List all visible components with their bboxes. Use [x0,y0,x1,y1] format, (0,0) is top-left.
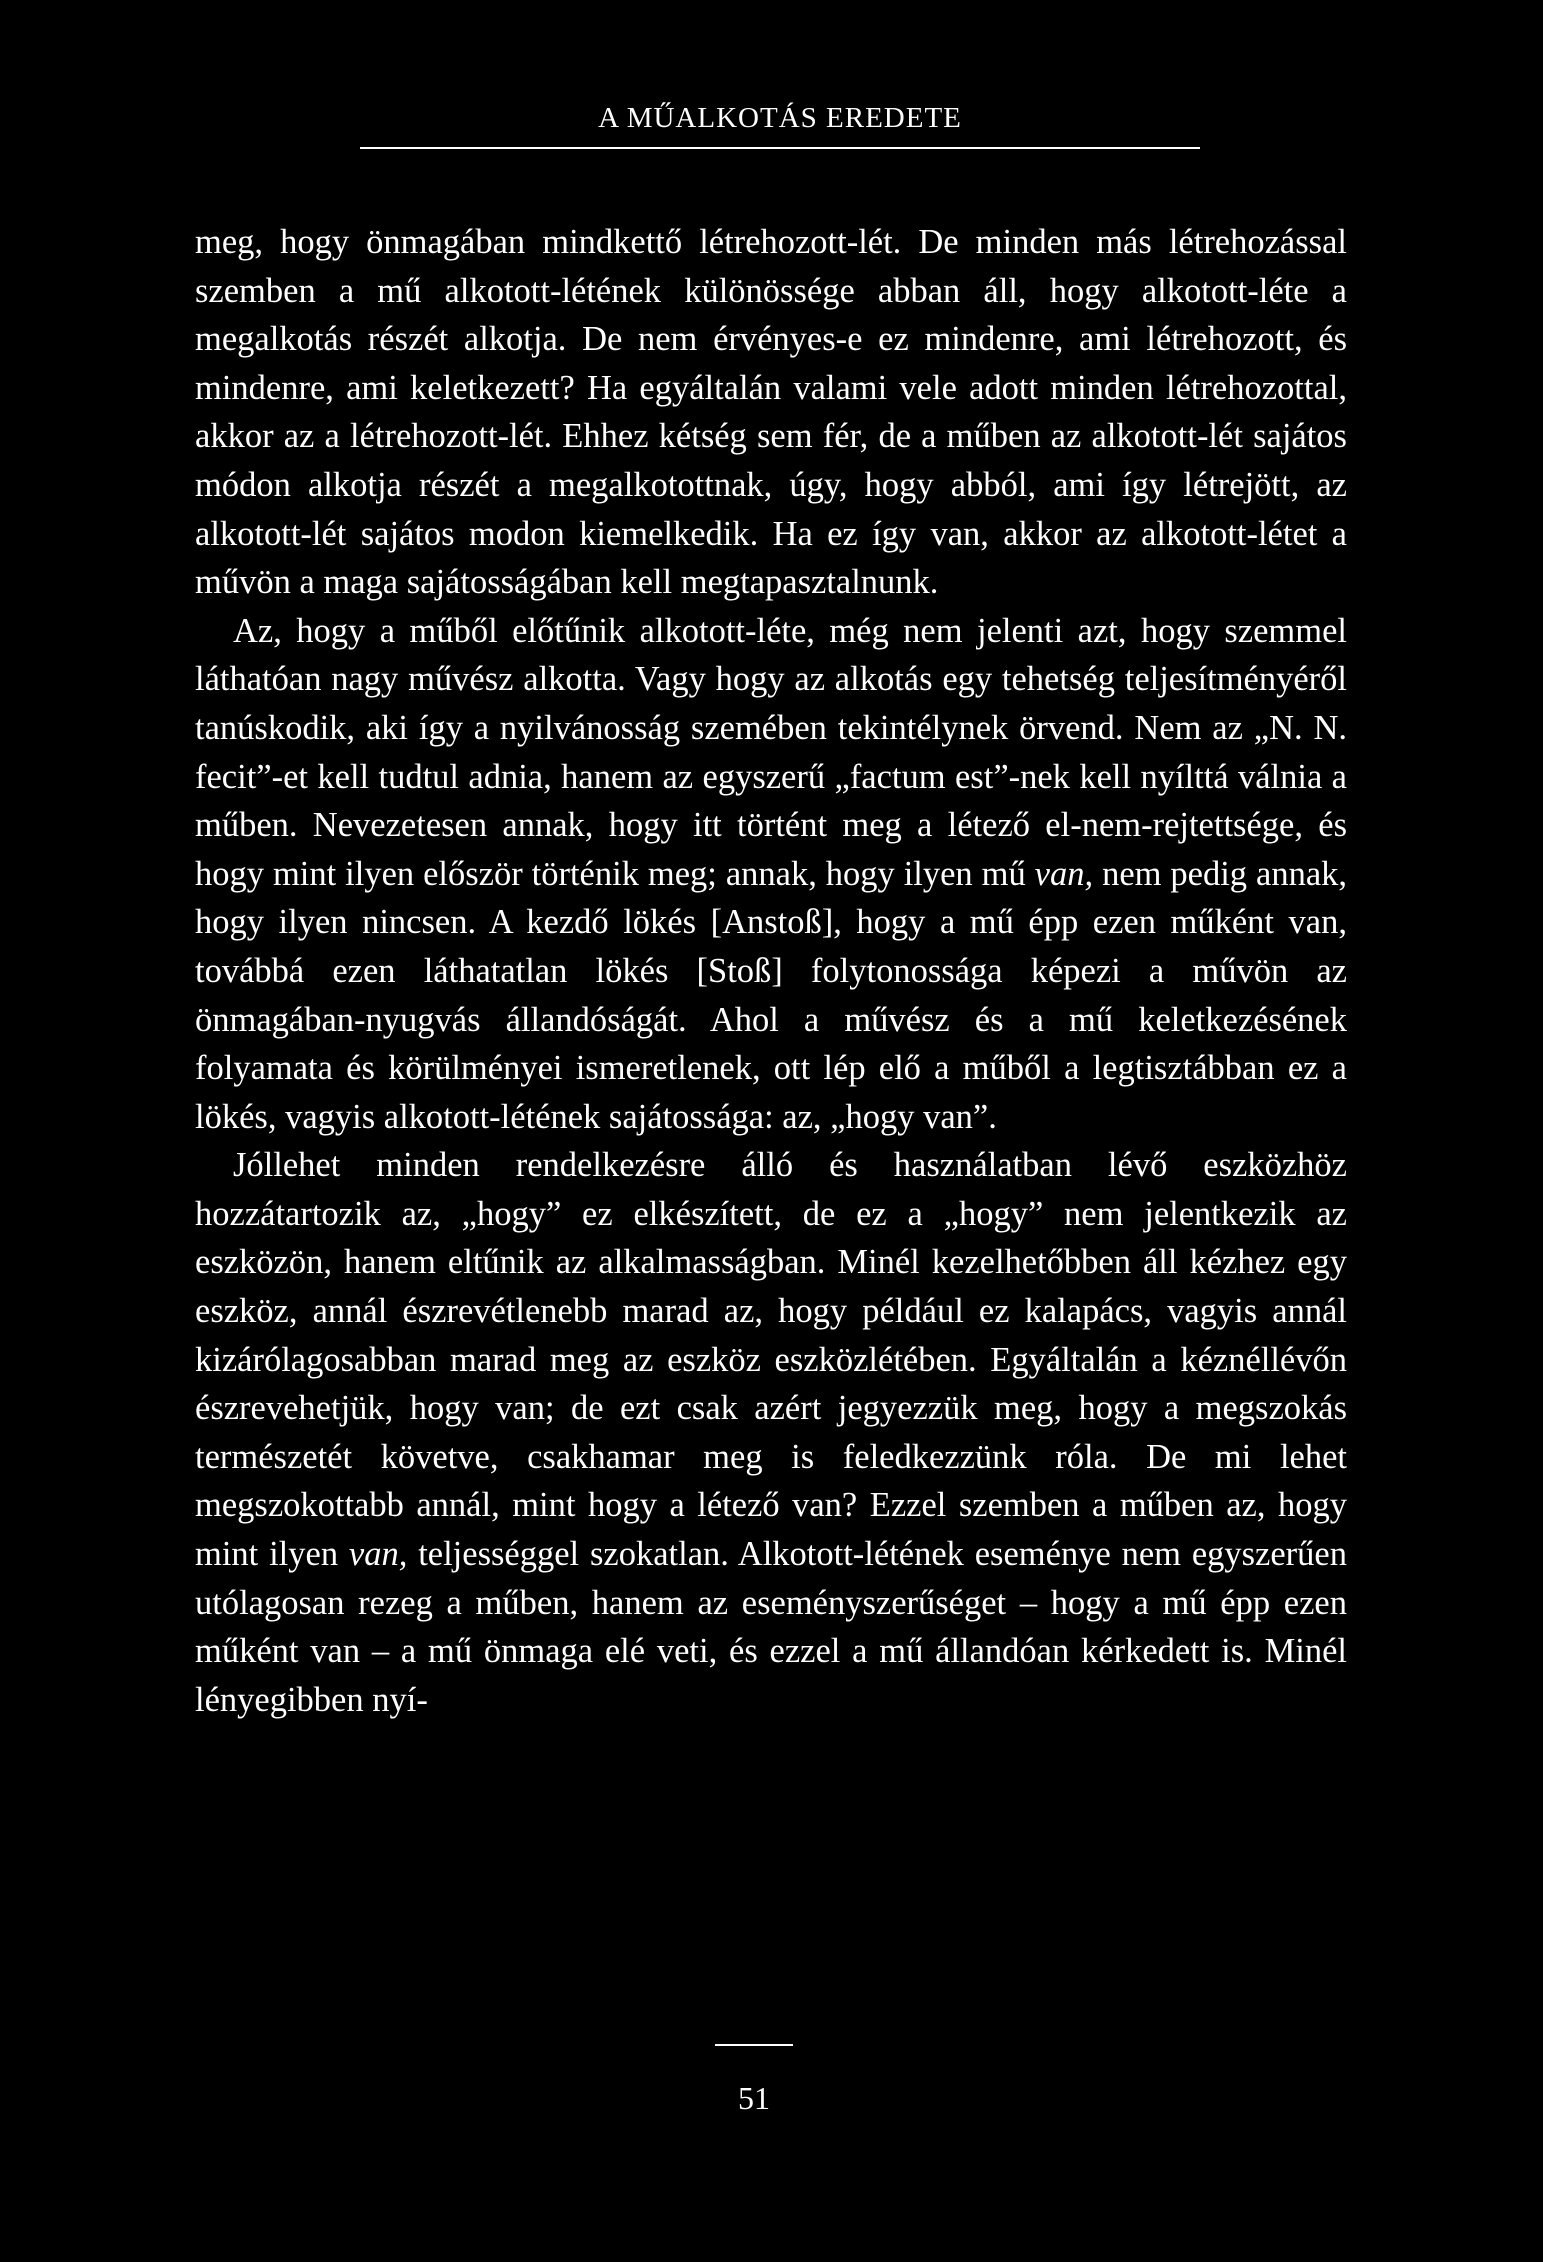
page-number: 51 [738,2080,770,2116]
paragraph-3-text: Jóllehet minden rendelkezésre álló és használatban lévő eszközhöz hozzátartozik az, „hogy” ez elkészített, de ez a „hogy” nem jelentkezik az eszközön, hanem eltűnik az alkalmasságban. Minél kezelhetőbben áll kézhez egy eszköz, annál észrevétlenebb marad az, hogy például ez kalapács, vagyis annál kizárólagosabban marad meg az eszköz eszközlétében. Egyáltalán a kéznéllévőn észrevehetjük, hogy van; de ezt csak azért jegyezzük meg, hogy a megszokás természetét követve, csakhamar meg is feledkezzünk róla. De mi lehet megszokottabb annál, mint hogy a létező van? Ezzel szemben a műben az, hogy mint ilyen [195,1146,1347,1574]
paragraph-1 [195,218,1347,607]
body-text [195,218,1347,1724]
running-head: A MŰALKOTÁS EREDETE [598,102,962,134]
paragraph-3-italic: van, [348,1535,408,1574]
paragraph-2-italic: van, [1034,854,1094,893]
footer-rule [715,2044,793,2046]
paragraph-3-text-after: teljességgel szokatlan. Alkotott-létének eseménye nem egyszerűen utólagosan rezeg a műben, hanem az eseményszerűséget – hogy a mű épp ezen műként van – a mű önmaga elé veti, és ezzel a mű állandóan kérkedett is. Minél lényegibben nyí- [195,1535,1347,1719]
paragraph-2 [195,607,1347,1142]
paragraph-1-text: meg, hogy önmagában mindkettő létrehozott-lét. De minden más létrehozással szemben a mű alkotott-létének különössége abban áll, hogy alkotott-léte a megalkotás részét alkotja. De nem érvényes-e ez mindenre, ami létrehozott, és mindenre, ami keletkezett? Ha egyáltalán valami vele adott minden létrehozottal, akkor az a létrehozott-lét. Ehhez kétség sem fér, de a műben az alkotott-lét sajátos módon alkotja részét a megalkotottnak, úgy, hogy abból, ami így létrejött, az alkotott-lét sajátos modon kiemelkedik. Ha ez így van, akkor az alkotott-létet a művön a maga sajátosságában kell megtapasztalnunk. [195,223,1347,602]
paragraph-2-text: Az, hogy a műből előtűnik alkotott-léte, még nem jelenti azt, hogy szemmel láthatóan nagy művész alkotta. Vagy hogy az alkotás egy tehetség teljesítményéről tanúskodik, aki így a nyilvánosság szemében tekintélynek örvend. Nem az „N. N. fecit”-et kell tudtul adnia, hanem az egyszerű „factum est”-nek kell nyílttá válnia a műben. Nevezetesen annak, hogy itt történt meg a létező el-nem-rejtettsége, és hogy mint ilyen először történik meg; annak, hogy ilyen mű [195,611,1347,893]
header-rule [360,147,1200,149]
paragraph-2-text-after: nem pedig annak, hogy ilyen nincsen. A kezdő lökés [Anstoß], hogy a mű épp ezen műként van, továbbá ezen láthatatlan lökés [Stoß] folytonossága képezi a művön az önmagában-nyugvás állandóságát. Ahol a művész és a mű keletkezésének folyamata és körülményei ismeretlenek, ott lép elő a műből a legtisztábban ez a lökés, vagyis alkotott-létének sajátossága: az, „hogy van”. [195,854,1348,1136]
paragraph-3 [195,1141,1347,1724]
